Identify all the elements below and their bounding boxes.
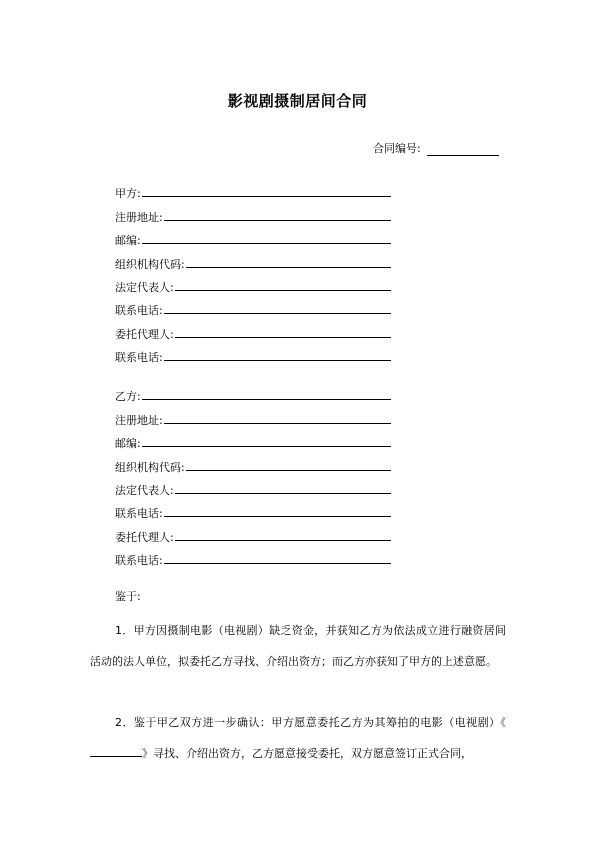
party-b-fields: [115, 381, 391, 568]
party-b-name-field: [115, 381, 391, 404]
contract-number: [373, 140, 499, 156]
clause-1-text: 1．甲方因摄制电影（电视剧）缺乏资金，并获知乙方为依法成立进行融资居间活动的法人单位，拟委托乙方寻找、介绍出资方；而乙方亦获知了甲方的上述意愿。: [90, 624, 506, 668]
field-label: 注册地址:: [115, 210, 163, 224]
field-label: 邮编:: [115, 437, 141, 451]
contract-number-blank[interactable]: [427, 144, 499, 156]
document-title: 影视剧摄制居间合同: [227, 92, 368, 110]
fill-in-line[interactable]: [164, 563, 391, 564]
party-a-postcode-field: [115, 225, 391, 248]
fill-in-line[interactable]: [164, 423, 391, 424]
field-label: 注册地址:: [115, 413, 163, 427]
party-b-legal-rep-field: [115, 475, 391, 498]
field-label: 法定代表人:: [115, 280, 174, 294]
fill-in-line[interactable]: [175, 337, 391, 338]
field-label: 联系电话:: [115, 554, 163, 568]
party-b-agent-phone-field: [115, 545, 391, 568]
party-a-address-field: [115, 201, 391, 224]
field-label: 委托代理人:: [115, 327, 174, 341]
field-label: 组织机构代码:: [115, 257, 185, 271]
party-a-legal-rep-field: [115, 272, 391, 295]
fill-in-line[interactable]: [186, 267, 391, 268]
fill-in-line[interactable]: [164, 313, 391, 314]
fill-in-line[interactable]: [142, 446, 391, 447]
clause-2-text-end: 》寻找、介绍出资方，乙方愿意接受委托，双方愿意签订正式合同，: [142, 746, 472, 760]
party-b-postcode-field: [115, 428, 391, 451]
film-title-blank[interactable]: [90, 745, 142, 757]
party-b-phone-field: [115, 498, 391, 521]
whereas-heading: 鉴于:: [115, 590, 141, 603]
fill-in-line[interactable]: [164, 516, 391, 517]
field-label: 乙方:: [115, 390, 141, 404]
fill-in-line[interactable]: [142, 243, 391, 244]
fill-in-line[interactable]: [142, 399, 391, 400]
party-b-org-code-field: [115, 451, 391, 474]
clause-1: [90, 616, 506, 677]
fill-in-line[interactable]: [142, 196, 391, 197]
clause-2-text: [90, 708, 506, 769]
field-label: 委托代理人:: [115, 530, 174, 544]
clause-2: [90, 708, 506, 769]
fill-in-line[interactable]: [164, 220, 391, 221]
fill-in-line[interactable]: [164, 360, 391, 361]
field-label: 联系电话:: [115, 351, 163, 365]
party-a-name-field: [115, 178, 391, 201]
fill-in-line[interactable]: [175, 493, 391, 494]
fill-in-line[interactable]: [175, 290, 391, 291]
field-label: 甲方:: [115, 187, 141, 201]
party-a-agent-field: [115, 318, 391, 341]
contract-number-label: 合同编号:: [373, 142, 421, 155]
party-b-address-field: [115, 404, 391, 427]
field-label: 邮编:: [115, 234, 141, 248]
party-a-fields: [115, 178, 391, 365]
fill-in-line[interactable]: [175, 540, 391, 541]
party-a-phone-field: [115, 295, 391, 318]
field-label: 联系电话:: [115, 304, 163, 318]
fill-in-line[interactable]: [186, 470, 391, 471]
party-b-agent-field: [115, 521, 391, 544]
party-a-org-code-field: [115, 248, 391, 271]
clause-2-text-start: 2．鉴于甲乙双方进一步确认：甲方愿意委托乙方为其筹拍的电影（电视剧）《: [115, 716, 506, 729]
field-label: 法定代表人:: [115, 483, 174, 497]
party-a-agent-phone-field: [115, 342, 391, 365]
field-label: 组织机构代码:: [115, 460, 185, 474]
field-label: 联系电话:: [115, 507, 163, 521]
